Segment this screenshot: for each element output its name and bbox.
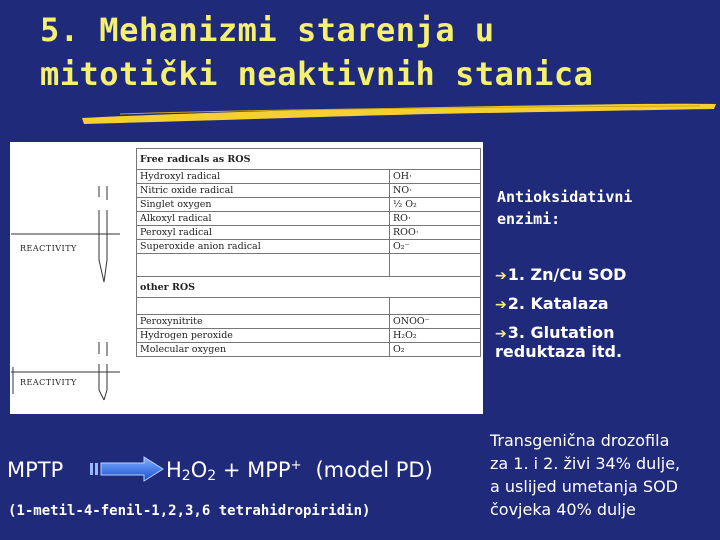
table-row [137, 343, 481, 357]
ros-formula: ½ O₂ [390, 198, 481, 212]
enzyme-list [495, 260, 695, 363]
ros-formula: O₂⁻ [390, 240, 481, 254]
ros-formula: O₂ [390, 343, 481, 357]
transgenic-note [490, 429, 720, 521]
ros-name: Singlet oxygen [137, 198, 390, 212]
table-row [137, 329, 481, 343]
title-underline-brush [80, 100, 720, 124]
ros-name: Superoxide anion radical [137, 240, 390, 254]
arrow-right-icon: ➔ [495, 268, 507, 284]
reactant-full-name: (1-metil-4-fenil-1,2,3,6 tetrahidropiridin) [8, 503, 371, 519]
title-line-1: 5. Mehanizmi starenja u [40, 11, 495, 49]
formula-subscript: 2 [207, 468, 217, 484]
formula-superscript: + [290, 458, 302, 473]
table-row [137, 212, 481, 226]
reaction-arrow-icon [90, 456, 164, 482]
antioxidant-heading-line-1: Antioksidativni [497, 188, 633, 206]
antioxidant-heading [497, 186, 697, 230]
enzyme-label: 3. Glutation [507, 323, 615, 342]
table-row [137, 184, 481, 198]
free-radicals-header: Free radicals as ROS [137, 149, 481, 170]
formula-part: + MPP [216, 458, 291, 482]
arrow-right-icon: ➔ [495, 326, 507, 342]
antioxidant-heading-line-2: enzimi: [497, 210, 561, 228]
table-row [137, 226, 481, 240]
enzyme-label: 1. Zn/Cu SOD [507, 265, 627, 284]
ros-name: Nitric oxide radical [137, 184, 390, 198]
transgenic-line: a uslijed umetanja SOD [490, 477, 678, 496]
ros-formula: RO· [390, 212, 481, 226]
formula-part: H [166, 458, 182, 482]
ros-formula: H₂O₂ [390, 329, 481, 343]
formula-subscript: 2 [181, 468, 191, 484]
formula-part: O [190, 458, 208, 482]
transgenic-line: Transgenična drozofila [490, 431, 670, 450]
reactivity-label-top: REACTIVITY [20, 244, 77, 253]
model-label: (model PD) [315, 458, 433, 482]
ros-name: Peroxyl radical [137, 226, 390, 240]
ros-table [136, 148, 481, 357]
table-row [137, 198, 481, 212]
ros-name: Molecular oxygen [137, 343, 390, 357]
list-item [495, 260, 695, 289]
reactant-label: MPTP [7, 458, 64, 482]
table-row [137, 170, 481, 184]
table-row [137, 240, 481, 254]
ros-formula: ONOO⁻ [390, 315, 481, 329]
arrow-right-icon: ➔ [495, 297, 507, 313]
ros-reactivity-table [10, 142, 483, 414]
ros-formula: ROO· [390, 226, 481, 240]
slide-title [40, 8, 680, 96]
title-line-2: mitotički neaktivnih stanica [40, 55, 594, 93]
reaction-product [166, 458, 433, 484]
ros-name: Hydrogen peroxide [137, 329, 390, 343]
reactivity-label-bottom: REACTIVITY [20, 378, 77, 387]
enzyme-label-continuation: reduktaza itd. [495, 342, 623, 361]
ros-name: Hydroxyl radical [137, 170, 390, 184]
enzyme-label: 2. Katalaza [507, 294, 609, 313]
table-row [137, 315, 481, 329]
list-item [495, 289, 695, 318]
ros-formula: NO· [390, 184, 481, 198]
ros-name: Peroxynitrite [137, 315, 390, 329]
transgenic-line: za 1. i 2. živi 34% dulje, [490, 454, 681, 473]
ros-formula: OH· [390, 170, 481, 184]
other-ros-header: other ROS [137, 277, 481, 298]
transgenic-line: čovjeka 40% dulje [490, 500, 636, 519]
ros-name: Alkoxyl radical [137, 212, 390, 226]
reactivity-arrows [10, 142, 128, 414]
